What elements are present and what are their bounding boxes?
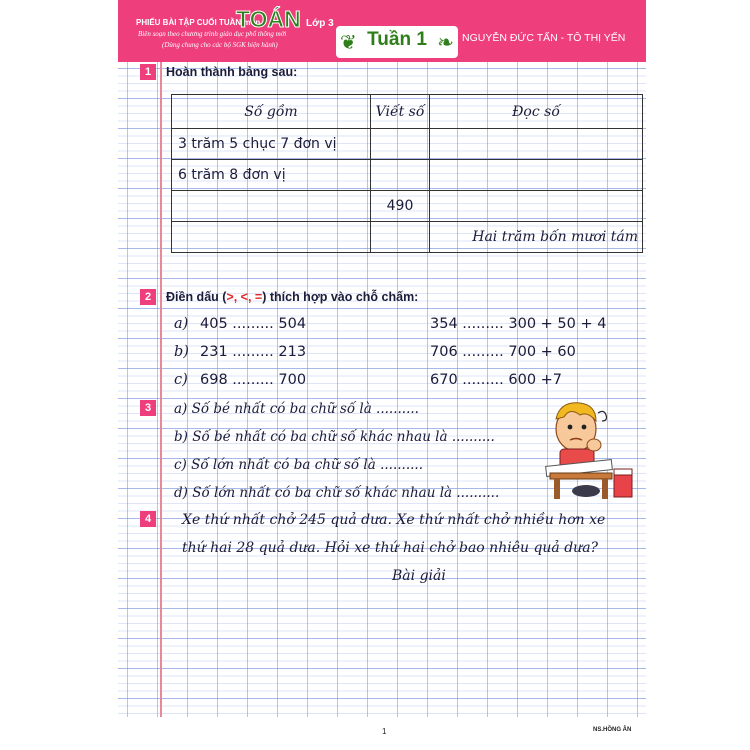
number-table [171,94,643,253]
question-3-item-d[interactable]: d) Số lớn nhất có ba chữ số khác nhau là .......... [174,485,500,501]
table-cell: 3 trăm 5 chục 7 đơn vị [172,129,371,160]
thinking-student-illustration [536,395,636,503]
table-cell: 6 trăm 8 đơn vị [172,160,371,191]
table-row [172,129,643,160]
compare-item-c-left[interactable]: 698 ......... 700 [200,372,307,388]
header-viet-so: Viết số [371,95,430,129]
compare-label-a: a) [174,316,189,332]
ornament-left-icon: ❦ [340,30,357,54]
table-cell-answer[interactable] [172,191,371,222]
page-number: 1 [382,727,387,736]
header-so-gom: Số gồm [172,95,371,129]
worksheet-header [118,0,646,62]
grade-label: Lớp 3 [306,18,334,29]
publisher-label: NS.HỒNG ÂN [593,727,632,733]
table-row [172,222,643,253]
margin-line [160,62,162,717]
authors: NGUYỄN ĐỨC TẤN - TÔ THỊ YẾN [462,32,626,44]
table-cell-answer[interactable] [371,222,430,253]
question-number-2: 2 [140,289,156,305]
question-2-title [166,290,418,304]
table-cell-answer[interactable] [430,191,643,222]
compiled-note-line1: Biên soạn theo chương trình giáo dục phổ thông mới [138,30,287,38]
word-problem-line1: Xe thứ nhất chở 245 quả dưa. Xe thứ nhất chở nhiều hơn xe [182,512,606,528]
table-cell: 490 [371,191,430,222]
compare-item-a-right[interactable]: 354 ......... 300 + 50 + 4 [430,316,607,332]
question-1-title: Hoàn thành bảng sau: [166,65,298,79]
question-3-item-c[interactable]: c) Số lớn nhất có ba chữ số là .......... [174,457,423,473]
table-cell-answer[interactable] [172,222,371,253]
compare-label-c: c) [174,372,188,388]
question-3-item-b[interactable]: b) Số bé nhất có ba chữ số khác nhau là .......... [174,429,495,445]
week-badge [336,26,458,58]
compiled-note-line2: (Dùng chung cho các bộ SGK hiện hành) [162,41,278,49]
table-cell: Hai trăm bốn mươi tám [430,222,643,253]
compare-label-b: b) [174,344,189,360]
table-cell-answer[interactable] [371,129,430,160]
table-cell-answer[interactable] [371,160,430,191]
table-row [172,160,643,191]
table-row [172,191,643,222]
week-label: Tuần 1 [367,29,427,50]
compare-item-c-right[interactable]: 670 ......... 600 +7 [430,372,563,388]
table-header-row [172,95,643,129]
solution-label: Bài giải [392,568,446,584]
question-number-1: 1 [140,64,156,80]
compare-item-a-left[interactable]: 405 ......... 504 [200,316,307,332]
header-doc-so: Đọc số [430,95,643,129]
question-number-4: 4 [140,511,156,527]
question-2-title-post: ) thích hợp vào chỗ chấm: [262,290,419,304]
subject-title: TOÁN [236,6,301,32]
question-number-3: 3 [140,400,156,416]
compare-item-b-right[interactable]: 706 ......... 700 + 60 [430,344,576,360]
series-title: PHIẾU BÀI TẬP CUỐI TUẦN môn [136,18,261,27]
compare-item-b-left[interactable]: 231 ......... 213 [200,344,307,360]
question-2-title-pre: Điền dấu ( [166,290,227,304]
question-3-item-a[interactable]: a) Số bé nhất có ba chữ số là .......... [174,401,419,417]
word-problem-line2: thứ hai 28 quả dưa. Hỏi xe thứ hai chở bao nhiêu quả dưa? [182,540,599,556]
table-cell-answer[interactable] [430,160,643,191]
table-cell-answer[interactable] [430,129,643,160]
comparison-signs: >, <, = [226,290,263,304]
ornament-right-icon: ❧ [437,30,454,54]
